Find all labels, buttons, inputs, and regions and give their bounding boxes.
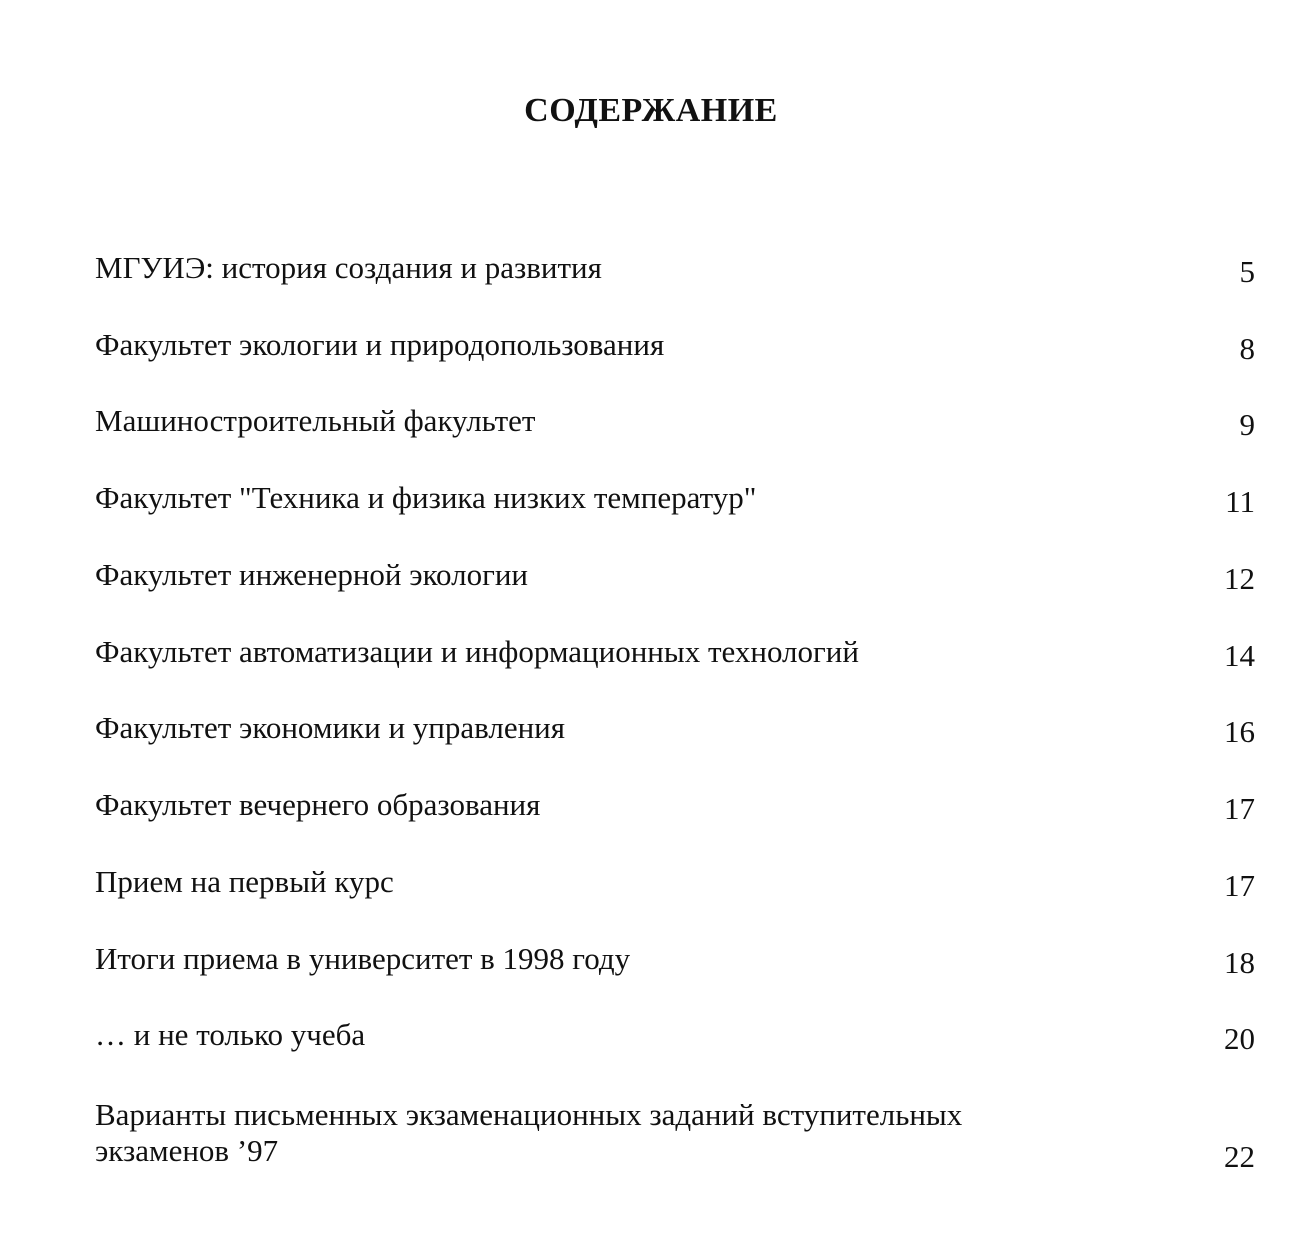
toc-entry-text: Факультет инженерной экологии <box>95 557 529 592</box>
toc-entry-page: 14 <box>1224 638 1255 673</box>
toc-entry-page: 18 <box>1224 945 1255 980</box>
toc-entry-text: Факультет экономики и управления <box>95 710 566 745</box>
toc-entry <box>95 480 1265 540</box>
page-title: СОДЕРЖАНИЕ <box>524 92 778 129</box>
toc-entry-text: Итоги приема в университет в 1998 году <box>95 941 631 976</box>
toc-entry-text: Факультет экологии и природопользования <box>95 327 665 362</box>
toc-entry-page: 17 <box>1224 868 1255 903</box>
toc-entry <box>95 403 1265 463</box>
toc-entry-page: 11 <box>1225 484 1255 519</box>
toc-entry <box>95 327 1265 387</box>
toc-entry-text: Факультет автоматизации и информационных технологий <box>95 634 859 669</box>
toc-entry-page: 20 <box>1224 1021 1255 1056</box>
toc-entry <box>95 941 1265 1001</box>
toc-entry-text: … и не только учеба <box>95 1017 366 1052</box>
toc-entry <box>95 250 1265 310</box>
toc-entry-page: 22 <box>1224 1139 1255 1174</box>
toc-entry-page: 16 <box>1224 714 1255 749</box>
toc-entry-page: 12 <box>1224 561 1255 596</box>
toc-entry-text: Машиностроительный факультет <box>95 403 536 438</box>
toc-entry-text: Факультет "Техника и физика низких температур" <box>95 480 757 515</box>
toc-entry <box>95 1097 1265 1177</box>
toc-entry-page: 8 <box>1239 331 1255 366</box>
toc-entry <box>95 787 1265 847</box>
toc-entry <box>95 710 1265 770</box>
toc-entry-text: МГУИЭ: история создания и развития <box>95 250 602 285</box>
toc-entry-page: 17 <box>1224 791 1255 826</box>
toc-entry <box>95 1017 1265 1077</box>
toc-entry <box>95 634 1265 694</box>
toc-entry <box>95 557 1265 617</box>
toc-entry-page: 5 <box>1239 254 1255 289</box>
toc-entry-page: 9 <box>1239 407 1255 442</box>
toc-entry-text: Факультет вечернего образования <box>95 787 541 822</box>
toc-entry-text: Прием на первый курс <box>95 864 394 899</box>
toc-entry-text: Варианты письменных экзаменационных заданий вступительных экзаменов ’97 <box>95 1097 963 1168</box>
toc-entry <box>95 864 1265 924</box>
